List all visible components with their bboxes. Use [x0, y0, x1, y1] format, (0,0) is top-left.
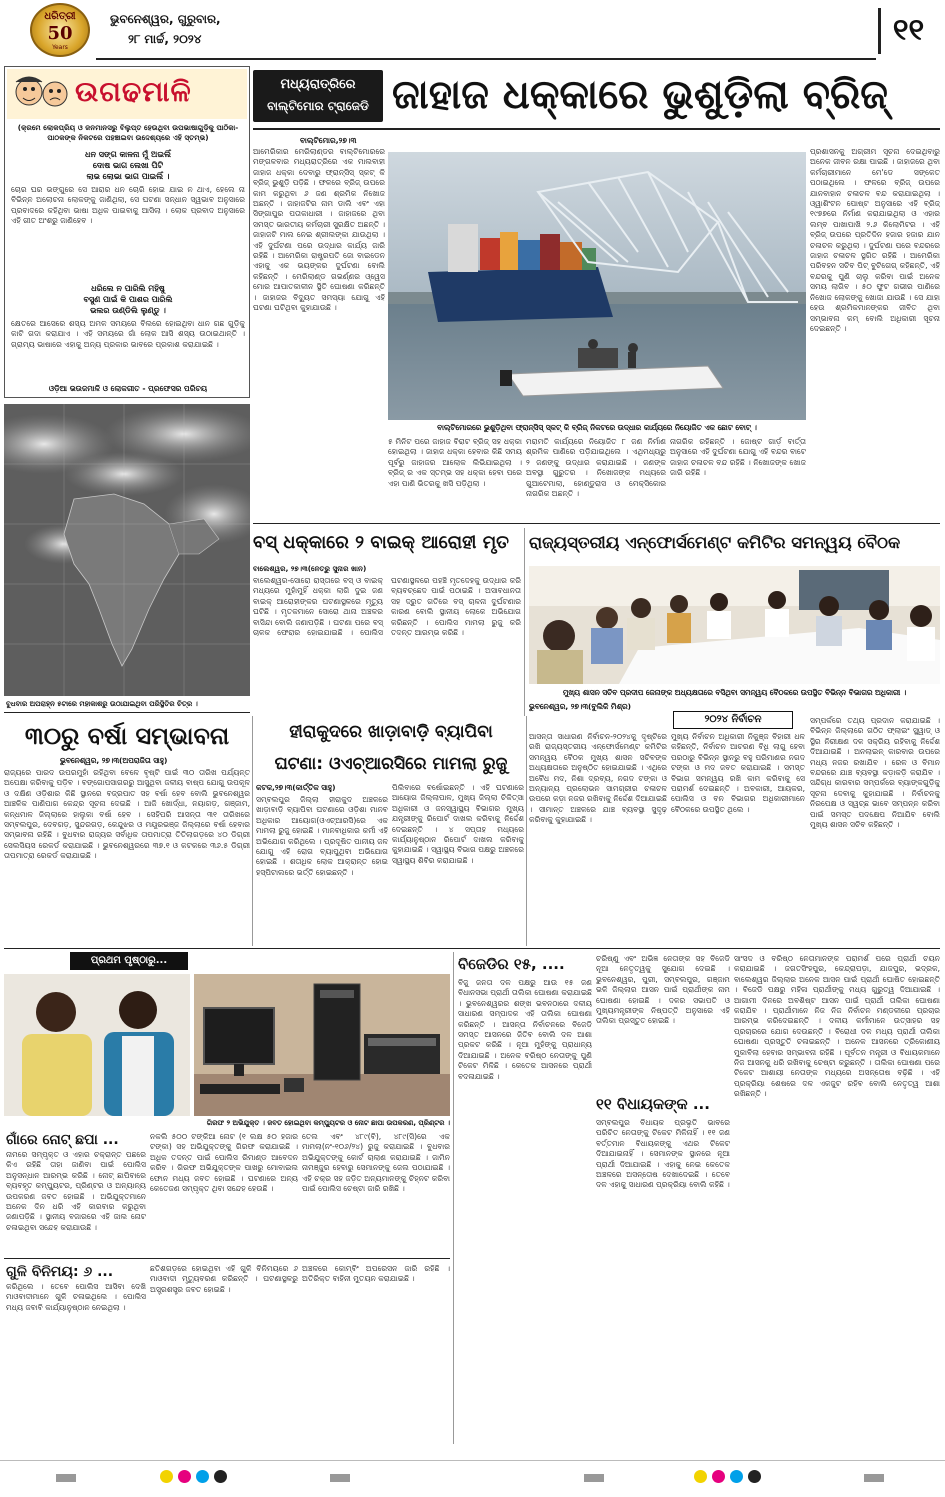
ugadhamali-subtitle: (କ୍ରମେ ଲୋକପ୍ରିୟ ଓ ଜନମାନସରୁ ବିଲୁପ୍ତ ହେଉଥିବା ଉପଭାଷାଗୁଡ଼ିକୁ ପାଠିକା-ପାଠକଙ୍କ ନିକଟରେ ପହଞ୍ଚାଇବା ଉଦ୍ଦେଶ୍ୟରେ ଏହି ସ୍ତମ୍ଭ): [17, 123, 239, 142]
bridge-collapse-graphic: [388, 152, 806, 420]
lead-body-under-2: ମରାମତି କାର୍ଯ୍ୟରେ ନିୟୋଜିତ ୮ ଜଣ ନିର୍ମାଣ ଶ୍ରମିକ ପାଣିରେ ପଡ଼ିଯାଇଥିଲେ । ଏଥିମଧ୍ୟରୁ ୨ ଜଣଙ୍କୁ ଉଦ୍ଧାର କରାଯାଇଛି । ଜଣଙ୍କ ଅବସ୍ଥା ଗୁରୁତର । ନିଖୋଜଙ୍କ ମଧ୍ୟରେ ଗୁଆଟେମାଲା, ହୋଣ୍ଡୁରାସ ଓ ମେକ୍ସିକୋର ନାଗରିକ ଅଛନ୍ତି ।: [526, 437, 666, 499]
lead-body-right: ପ୍ରଶାସନକୁ ଅଗ୍ରୀମ ସୂଚନା ଦେଇଥିବାରୁ ଅନେକ ଜୀବନ ରକ୍ଷା ପାଇଛି । ଜାହାଜରେ ଥିବା କର୍ମଚାରୀମାନେ ମେ'ଡେ ସଙ୍କେତ ପଠାଇଥିଲେ । ଫଳରେ ବ୍ରିଜ୍ ଉପରେ ଯାନବାହାନ ଚଳାଚଳ ବନ୍ଦ କରାଯାଇଥିଲା । ଓ୍ୱାଶିଂଟନ ପୋଷ୍ଟ ଅନୁସାରେ ଏହି ବ୍ରିଜ୍ ୧୯୭୭ରେ ନିର୍ମାଣ କରାଯାଇଥିଲା ଓ ଏହାର ଲମ୍ବ ପାଖାପାଖି ୨.୬ କିଲୋମିଟର । ଏହି ବ୍ରିଜ୍ ଉପରେ ପ୍ରତିଦିନ ହଜାର ହଜାର ଯାନ ଚଳାଚଳ କରୁଥିଲା । ଦୁର୍ଘଟଣା ପରେ ବନ୍ଦରରେ ଜାହାଜ ଚଳାଚଳ ସ୍ଥଗିତ ରହିଛି । ଆମେରିକା ପରିବହନ ସଚିବ ପିଟ୍ ବୁଟିଗେଗ୍ କହିଛନ୍ତି, ଏହି ବନ୍ଦରକୁ ପୁଣି ଚାଲୁ କରିବା ପାଇଁ ଅନେକ ସମୟ ଲାଗିବ । ୫୦ ଫୁଟ ଗଭୀର ପାଣିରେ ନିଖୋଜ ଲୋକଙ୍କୁ ଖୋଜା ଯାଉଛି । ସେ ଯାହା ହେଉ ଶ୍ରମିକମାନଙ୍କର ଜୀବିତ ଥିବା ସମ୍ଭାବନା କମ୍ ବୋଲି ଅଧିକାରୀ ସୂଚନା ଦେଇଛନ୍ତି ।: [810, 147, 940, 333]
gunfight-col3: ଅଞ୍ଚଳରେ କୋମ୍ବିଂ ଅପରେସନ ଜାରି ରହିଛି । ଅତିରିକ୍ତ ବାହିନୀ ମୁତୟନ କରାଯାଇଛି ।: [302, 1264, 450, 1284]
page-footer: [0, 1452, 945, 1497]
verse-line: ଧନ ସଙ୍ଗ କାଳନା ମୁଁ ଅଇଲିଁ: [85, 150, 171, 159]
bus-body: ବାଲେଶ୍ୱର-ସୋରୋ ରାସ୍ତାରେ ବସ୍ ଓ ବାଇକ୍ ମଧ୍ୟରେ ମୁହାଁମୁହିଁ ଧକ୍କା ଲାଗି ଦୁଇ ଜଣ ବାଇକ୍ ଆରୋହୀଙ୍କର ଘଟଣାସ୍ଥଳରେ ମୃତ୍ୟୁ ଘଟିଛି । ମୃତକମାନେ ସୋରୋ ଥାନା ଅଞ୍ଚଳର ବାସିନ୍ଦା ବୋଲି ଜଣାପଡ଼ିଛି । ଘଟଣା ପରେ ବସ୍ ଚାଳକ ଫେରାର ହୋଇଯାଇଛି । ପୋଲିସ ଘଟଣାସ୍ଥଳରେ ପହଞ୍ଚି ମୃତଦେହକୁ ଉଦ୍ଧାର କରି ବ୍ୟବଚ୍ଛେଦ ପାଇଁ ପଠାଇଛି । ଅସାବଧାନତା ସହ ଦ୍ରୁତ ଗତିରେ ବସ୍ ଚାଳନା ଦୁର୍ଘଟଣାର କାରଣ ବୋଲି ସ୍ଥାନୀୟ ଲୋକେ ଅଭିଯୋଗ କରିଛନ୍ତି । ପୋଲିସ ମାମଲା ରୁଜୁ କରି ତଦନ୍ତ ଆରମ୍ଭ କରିଛି ।: [253, 576, 521, 638]
lead-underline: [253, 128, 940, 130]
satellite-image: [4, 404, 250, 696]
verse-2: [11, 283, 245, 316]
footer-rule: [0, 1460, 945, 1461]
bjd-title: ବିଜେଡିର ୧୫, ....: [458, 955, 565, 973]
front-page-label-text: ପ୍ରଥମ ପୃଷ୍ଠାରୁ...: [90, 955, 168, 966]
election-badge: [673, 711, 793, 729]
verse-line: ଲାଭ ଲୋଭା ଭାଗ ପାଇଲିଁ ।: [86, 172, 170, 181]
verse-1: [11, 149, 245, 182]
meeting-photo-caption: ମୁଖ୍ୟ ଶାସନ ସଚିବ ପ୍ରଦୀପ ଜେନାଙ୍କ ଅଧ୍ୟକ୍ଷତାରେ ବସିଥିବା ସମନ୍ୱୟ ବୈଠକରେ ଉପସ୍ଥିତ ବିଭିନ୍ନ ବିଭାଗର ଅଧିକାରୀ ।: [562, 688, 907, 697]
note-story-rule: [4, 1258, 450, 1259]
meeting-body-col1: ଆସନ୍ତା ସାଧାରଣ ନିର୍ବାଚନ-୨୦୨୪କୁ ଦୃଷ୍ଟିରେ ରଖି ରାଜ୍ୟସ୍ତରୀୟ ଏନ୍‌ଫୋର୍ସମେଣ୍ଟ କମିଟିର ସମନ୍ୱୟ ବୈଠକ ମୁଖ୍ୟ ଶାସନ ସଚିବଙ୍କ ଅଧ୍ୟକ୍ଷତାରେ ଅନୁଷ୍ଠିତ ହୋଇଯାଇଛି । ଏଥିରେ ଅବୈଧ ମଦ, ନିଶା ଦ୍ରବ୍ୟ, ନଗଦ ଟଙ୍କା ଓ ଅନ୍ୟାନ୍ୟ ପ୍ରଲୋଭନ ସାମଗ୍ରୀର ଚଳାଚଳ ଉପରେ କଡ଼ା ନଜର ରଖିବାକୁ ନିର୍ଦ୍ଦେଶ ଦିଆଯାଇଛି । ସୀମାନ୍ତ ଅଞ୍ଚଳରେ ଯାଞ୍ଚ ବ୍ୟବସ୍ଥା ସୁଦୃଢ଼ କରିବାକୁ କୁହାଯାଇଛି ।: [529, 732, 667, 825]
front-page-label: [70, 952, 188, 970]
lead-body-under-3: ନାଗରିକ ରହିଛନ୍ତି । ଜୋଷ୍ଟ ଗାର୍ଡ଼ ବାର୍ତ୍ତା ଅନୁସାରେ ଏହି ଦୁର୍ଘଟଣା ଯୋଗୁ ଏହି ବନ୍ଦର ବାଟେ ଜାହାଜ ଚଳାଚଳ ବନ୍ଦ ରହିଛି । ନିଖୋଜଙ୍କ ଖୋଜ ଜାରି ରହିଛି ।: [670, 437, 806, 478]
seized-equipment-graphic: [194, 974, 450, 1116]
reg-dot-magenta: [178, 1470, 191, 1483]
ugadhamali-title: ଉଗଢମାଳି: [75, 75, 192, 108]
ugadhamali-body-1: ଚୋର ଘର ଭଙ୍ଗୁରେ ସେ ଆରାର ଧନ ଚୋରି ହୋଇ ଯାଇ ନ ଥାଏ, ହେଲେ ନା ବିଭିନ୍ନ ଅଲୋଚନା ଲୋକଙ୍କୁ ଜାଣିଥିଲା, ସେ ଘଟଣା ସନ୍ଧାନ ସ୍ୱଭାବ ଅନୁସାରେ ପ୍ରବାଦରେ କହିଥିବା ଭାଷା ଅଧିକ ପାଇବାକୁ ଆସିଲା । ଲୋକ ପ୍ରବାଦ ଅନୁସାରେ ଏହି ଗୀତ ଅଂଶରୁ ଜାଣିହେବ ।: [11, 185, 245, 226]
logo-text: ଧରିତ୍ରୀ: [44, 11, 76, 22]
note-story-col3: ତେଲ ଏବଂ ୪୮୯(ବି), ୪୮୯(ସି)ରେ ଏକ ମାମଲା(ନଂ-୧୦୬/୨୪) ରୁଜୁ କରାଯାଇଛି । ବୁଧବାର ଅଭିଯୁକ୍ତଙ୍କୁ କୋର୍ଟ ଚାଲାଣ କରାଯାଇଛି । ଜାମିନ ନାମଞ୍ଜୁର ହେବାରୁ ସେମାନଙ୍କୁ ଜେଲ ପଠାଯାଇଛି । ଏହି ଚକ୍ର ସହ ଜଡ଼ିତ ଅନ୍ୟମାନଙ୍କୁ ଚିହ୍ନଟ କରିବା ପାଇଁ ପୋଲିସ ଚେଷ୍ଟା ଜାରି ରଖିଛି ।: [302, 1132, 450, 1194]
reg-dot-yellow: [160, 1470, 173, 1483]
meeting-bottom-rule: [4, 948, 940, 949]
meeting-headline: ରାଜ୍ୟସ୍ତରୀୟ ଏନ୍‌ଫୋର୍ସମେଣ୍ଟ କମିଟିର ସମନ୍ୱୟ ବୈଠକ: [529, 533, 901, 552]
reg-bar-3: [584, 1474, 604, 1482]
reg-dot-black: [214, 1470, 227, 1483]
reg-bar-2: [330, 1474, 350, 1482]
verse-line: ବସୁଣ ପାଇଁ କି ପାଶର ପାରିଲି: [83, 295, 173, 304]
hirakud-headline-2: ଘଟଣା: ଓଏଚ୍‌ଆରସିରେ ମାମଲା ରୁଜୁ: [274, 754, 508, 774]
place-day: ଭୁବନେଶ୍ୱର, ଗୁରୁବାର,: [110, 12, 221, 26]
hirakud-body-col1: ସମ୍ବଲପୁର ଜିଲ୍ଲା ହୀରାକୁଦ ଅଞ୍ଚଳରେ ଖାଡ଼ାବାଡ଼ି ବ୍ୟାପିବା ଘଟଣାରେ ଓଡ଼ିଶା ମାନବ ଅଧିକାର ଆୟୋଗ(ଓଏଚ୍‌ଆରସି)ରେ ଏକ ମାମଲା ରୁଜୁ ହୋଇଛି । ମାନବାଧିକାର କର୍ମୀ ଏହି ଅଭିଯୋଗ କରିଥିଲେ । ପ୍ରଦୂଷିତ ପାନୀୟ ଜଳ ଯୋଗୁ ଏହି ରୋଗ ବ୍ୟାପୁଥିବା ଅଭିଯୋଗ ହୋଇଛି । ଶତାଧିକ ଲୋକ ଆକ୍ରାନ୍ତ ହୋଇ ହସ୍ପିଟାଲରେ ଭର୍ତ୍ତି ହୋଇଛନ୍ତି ।: [256, 795, 388, 877]
hirakud-dateline: କଟକ,୨୭।୩(କାର୍ତ୍ତିକ ସାହୁ): [256, 783, 336, 792]
gunfight-title: ଗୁଳି ବିନିମୟ: ୬ ...: [6, 1264, 114, 1280]
bjd-col2: ଚରିଷ୍ଣୁ ଏବଂ ଅଭିଜ୍ଞ ନେତାଙ୍କ ସହ ବିଜେଡି ନୂଆ ନେତୃତ୍ୱକୁ ସୁଯୋଗ ଦେଇଛି । ଭୁବନେଶ୍ୱର, ପୁରୀ, ସମ୍ବଲପୁର, ଗଞ୍ଜାମ ଭଳି ଜିଲ୍ଲାର ଆସନ ପାଇଁ ପ୍ରାର୍ଥୀଙ୍କ ନାମ ଘୋଷଣା ହୋଇଛି । ଦଳର ସଭାପତି ଓ ମୁଖ୍ୟମନ୍ତ୍ରୀଙ୍କ ନିଷ୍ପତ୍ତି ଅନୁସାରେ ଏହି ତାଲିକା ପ୍ରସ୍ତୁତ ହୋଇଛି ।: [596, 954, 730, 1026]
reg-bar-1: [56, 1474, 76, 1482]
masthead: [0, 0, 945, 62]
ugadhamali-masthead: [7, 69, 247, 119]
satellite-caption: ବୁଧବାର ଅପରାହ୍ନ ୫ଟାରେ ମହାକାଶରୁ ଉଠାଯାଇଥିବା ପରିସ୍ଥିତିର ଚିତ୍ର ।: [6, 700, 198, 708]
election-badge-label: ୨୦୨୪ ନିର୍ବାଚନ: [704, 714, 762, 725]
lead-headline: ଜାହାଜ ଧକ୍କାରେ ଭୁଶୁଡ଼ିଲା ବ୍ରିଜ୍: [392, 72, 888, 118]
front-page-photo-caption: ଗିରଫ ୨ ଅଭିଯୁକ୍ତ । ଜବତ ହୋଇଥିବା କମ୍ପ୍ୟୁଟର ଓ ନୋଟ ଛାପା ଉପକରଣ, ପ୍ରିଣ୍ଟର ।: [206, 1119, 450, 1127]
verse-line: ଭଲର ଉଣ୍ଡିଲି ଲୁଣ୍ଡୁ ।: [90, 306, 166, 315]
issue-date: ୨୮ ମାର୍ଚ୍ଚ, ୨୦୨୪: [128, 32, 202, 46]
lead-kicker: [253, 70, 383, 122]
accused-photo: [4, 974, 190, 1116]
seized-equipment-photo: [194, 974, 450, 1116]
reg-dot-black: [748, 1470, 761, 1483]
cartoon-faces-icon: [11, 72, 71, 116]
reg-dot-cyan: [730, 1470, 743, 1483]
bjd-right-col: ସାଂସଦ ଓ ବରିଷ୍ଠ ନେତାମାନଙ୍କ ପରାମର୍ଶ ପରେ ପ୍ରାର୍ଥୀ ଚୟନ କରାଯାଇଛି । ଜଗତସିଂହପୁର, କେନ୍ଦ୍ରାପଡ଼ା, ଯାଜପୁର, ଭଦ୍ରକ, ବାଲେଶ୍ୱର ଜିଲ୍ଲାର ଅନେକ ଆସନ ପାଇଁ ପ୍ରାର୍ଥୀ ଘୋଷିତ ହୋଇଛନ୍ତି । ବିଜେଡି ପକ୍ଷରୁ ମହିଳା ପ୍ରାର୍ଥୀଙ୍କୁ ମଧ୍ୟ ଗୁରୁତ୍ୱ ଦିଆଯାଇଛି । ଆଗାମୀ ଦିନରେ ଅବଶିଷ୍ଟ ଆସନ ପାଇଁ ପ୍ରାର୍ଥୀ ତାଲିକା ଘୋଷଣା କରାଯିବ । ପ୍ରାର୍ଥୀମାନେ ନିଜ ନିଜ ନିର୍ବାଚନ ମଣ୍ଡଳୀରେ ପ୍ରଚାର ଆରମ୍ଭ କରିଦେଇଛନ୍ତି । ଦଳୀୟ କର୍ମୀମାନେ ଉତ୍ସାହର ସହ ପ୍ରଚାରରେ ଯୋଗ ଦେଉଛନ୍ତି । ବିରୋଧୀ ଦଳ ମଧ୍ୟ ପ୍ରାର୍ଥୀ ତାଲିକା ଘୋଷଣା ପ୍ରସ୍ତୁତି ଚଳାଇଛନ୍ତି । ଅନେକ ଆସନରେ ତ୍ରିକୋଣୀୟ ମୁକାବିଲା ହେବାର ସମ୍ଭାବନା ରହିଛି । ପୂର୍ବତନ ମନ୍ତ୍ରୀ ଓ ବିଧାୟକମାନେ ନିଜ ଆସନକୁ ଧରି ରଖିବାକୁ ଚେଷ୍ଟା କରୁଛନ୍ତି । ତାଲିକା ଘୋଷଣା ପରେ ଟିକେଟ ଆଶାୟୀ ନେତାଙ୍କ ମଧ୍ୟରେ ଅସନ୍ତୋଷ ବଢ଼ିଛି । ଏହି ପ୍ରକ୍ରିୟା ଶେଷରେ ଦଳ ଏକଜୁଟ ରହିବ ବୋଲି ନେତୃତ୍ୱ ଆଶା ରଖିଛନ୍ତି ।: [734, 954, 940, 1099]
logo: [30, 3, 90, 57]
rain-divider: [252, 716, 253, 946]
ugadhamali-column: [4, 66, 250, 398]
meeting-body-col2: ମୁଖ୍ୟ ନିର୍ବାଚନ ଅଧିକାରୀ ନିକୁଞ୍ଜ ବିହାରୀ ଧଳ କହିଛନ୍ତି, ନିର୍ବାଚନ ଆଚରଣ ବିଧି ଲାଗୁ ହେବା ପରଠାରୁ ବିଭିନ୍ନ ସ୍ଥାନରୁ ବହୁ ପରିମାଣର ନଗଦ ଟଙ୍କା ଓ ମଦ ଜବତ କରାଯାଇଛି । ସମସ୍ତ ବିଭାଗ ସମନ୍ୱୟ ରଖି କାମ କରିବାକୁ ସେ ପରାମର୍ଶ ଦେଇଛନ୍ତି । ଅବକାରୀ, ଆୟକର, ପୋଲିସ ଓ ବନ ବିଭାଗର ଅଧିକାରୀମାନେ ବୈଠକରେ ଉପସ୍ଥିତ ଥିଲେ ।: [671, 732, 805, 814]
reg-dot-yellow: [694, 1470, 707, 1483]
hirakud-headline-1: ହୀରାକୁଦରେ ଖାଡ଼ାବାଡ଼ି ବ୍ୟାପିବା: [289, 722, 493, 742]
rain-dateline: ଭୁବନେଶ୍ୱର, ୨୭।୩(ଅପରାଜିତା ସାହୁ): [60, 756, 168, 765]
meeting-dateline: ଭୁବନେଶ୍ୱର, ୨୭।୩(ବୁଲିକି ମିଶ୍ର): [529, 702, 631, 711]
accused-graphic: [4, 974, 190, 1116]
gunfight-col2: ଛତିଶଗଡ଼ରେ ହୋଇଥିବା ଏହି ଗୁଳି ବିନିମୟରେ ୬ ମାଓବାଦୀ ମୃତ୍ୟୁବରଣ କରିଛନ୍ତି । ଘଟଣାସ୍ଥଳରୁ ଅସ୍ତ୍ରଶସ୍ତ୍ର ଜବତ ହୋଇଛି ।: [150, 1264, 298, 1294]
bridge-photo-caption: ବାଲ୍ଟିମୋରରେ ଭୁଶୁଡ଼ିଥିବା ଫ୍ରାନ୍ସିସ୍ ସ୍କଟ୍ କି ବ୍ରିଜ୍ ନିକଟରେ ଉଦ୍ଧାର କାର୍ଯ୍ୟରେ ନିୟୋଜିତ ଏକ ଛୋଟ ବୋଟ୍ ।: [437, 423, 757, 432]
page-number-box: [878, 8, 936, 54]
ugadhamali-body-2: କ୍ଷେତରେ ଆସେରେ ଶସ୍ୟ ଅମଳ ସମୟରେ ବିଲରେ ହୋଇଥିବା ଧାନ ଗଛ ଗୁଡ଼ିକୁ କାଟି ଗଦା କରାଯାଏ । ଏହି ସମୟରେ ଗାଁ ଲୋକ ଆସି ଶସ୍ୟ ଉଠାଇଥାନ୍ତି । ଗ୍ରାମ୍ୟ ଭାଷାରେ ଏହାକୁ ଅନ୍ୟ ପ୍ରକାର ଭାବରେ ପ୍ରକାଶ କରାଯାଇଛି ।: [11, 319, 245, 349]
lead-bottom-rule: [253, 523, 940, 524]
bridge-photo: [388, 152, 806, 420]
bus-divider: [524, 528, 525, 716]
kicker-line-2: ବାଲ୍ଟିମୋର ଟ୍ରାଜେଡି: [267, 99, 369, 113]
rain-headline: ୩୦ରୁ ବର୍ଷା ସମ୍ଭାବନା: [24, 722, 230, 750]
logo-years: 50: [47, 23, 73, 44]
eleven-mla-title: ୧୧ ବିଧାୟକଙ୍କ ...: [596, 1095, 710, 1113]
ugadhamali-footer: ଓଡ଼ିଆ ଭଉଜମାଳି ଓ ଲୋକଗୀତ - ପ୍ରଫେସର ପରିଚୟ: [48, 384, 208, 393]
verse-line: ଦୋଷ ଭାଗ ଲେଖା ପିଟି: [92, 161, 164, 170]
kicker-line-1: ମଧ୍ୟରାତ୍ରିରେ: [280, 77, 356, 92]
page-number: ୧୧: [892, 13, 925, 48]
note-story-col1: ନାମରେ ସମ୍ପୃକ୍ତ ଓ ଏହାର ଚକ୍ରାନ୍ତ ପଛରେ କିଏ ରହିଛି ତାହା ଜାଣିବା ପାଇଁ ପୋଲିସ ଅନୁସନ୍ଧାନ ଆରମ୍ଭ କରିଛି । ନୋଟ୍ ଛାପିବାରେ ବ୍ୟବହୃତ କମ୍ପ୍ୟୁଟର, ପ୍ରିଣ୍ଟର ଓ ଅନ୍ୟାନ୍ୟ ଉପକରଣ ଜବତ ହୋଇଛି । ଅଭିଯୁକ୍ତମାନେ ଅନେକ ଦିନ ଧରି ଏହି କାରବାର କରୁଥିବା ଜଣାପଡ଼ିଛି । ସ୍ଥାନୀୟ ବଜାରରେ ଏହି ଜାଲ ନୋଟ ଚଳାଇଥିବା ସନ୍ଦେହ କରାଯାଉଛି ।: [6, 1150, 146, 1232]
satellite-map-graphic: [4, 404, 250, 696]
gunfight-col1: କରିଥିଲେ । ତେବେ ପୋଲିସ ଆସିବା ଦେଖି ମାଓବାଦୀମାନେ ଗୁଳି ଚଳାଇଥିଲେ । ପୋଲିସ ମଧ୍ୟ ଜବାବି କାର୍ଯ୍ୟାନୁଷ୍ଠାନ ନେଇଥିଲା ।: [6, 1282, 146, 1312]
verse-line: ଧରିଲେ ନ ପାରିଲି ମହିଷୁ: [91, 284, 165, 293]
lead-body-under-1: ୫ ମିନିଟ ପରେ ଜାହାଜ ବିରାଟ ବ୍ରିଜ୍ ସହ ଧକ୍କା ହୋଇଥିଲା । ଜାହାଜ ଧକ୍କା ହେବାର କିଛି ସମୟ ପୂର୍ବରୁ ଜାହାଜର ଆଲୋକ ଲିଭିଯାଇଥିଲା । ବ୍ରିଜ୍ ର ଏକ ସ୍ତମ୍ଭ ସହ ଧକ୍କା ହେବା ପରେ ଏହା ପାଣି ଭିତରକୁ ଖସି ପଡ଼ିଥିଲା ।: [388, 437, 522, 488]
reg-dot-magenta: [712, 1470, 725, 1483]
meeting-graphic: [529, 566, 940, 684]
rain-top-rule: [4, 712, 250, 713]
bus-dateline: ବାଲେଶ୍ୱର, ୨୭।୩(ନେତ୍ରୁ ସୁନାର ଖାନ): [253, 564, 367, 573]
header-line: [96, 58, 876, 60]
eleven-mla-body: ସମ୍ବଲପୁର ବିଧାୟକ ପ୍ରଭୃତି ଭାବରେ ପରିଚିତ ନେତାଙ୍କୁ ଟିକେଟ ମିଳିନାହିଁ । ୧୧ ଜଣ ବର୍ତ୍ତମାନ ବିଧାୟକଙ୍କୁ ଏଥର ଟିକେଟ ଦିଆଯାଇନାହିଁ । ସେମାନଙ୍କ ସ୍ଥାନରେ ନୂଆ ପ୍ରାର୍ଥୀ ଦିଆଯାଇଛି । ଏହାକୁ ନେଇ କେତେକ ଅଞ୍ଚଳରେ ଅସନ୍ତୋଷ ଦେଖାଦେଇଛି । ତେବେ ଦଳ ଏହାକୁ ସାଧାରଣ ପ୍ରକ୍ରିୟା ବୋଲି କହିଛି ।: [596, 1118, 730, 1190]
meeting-body-col3: ସମ୍ପର୍କରେ ତଥ୍ୟ ପ୍ରଦାନ କରାଯାଇଛି । ବିଭିନ୍ନ ଜିଲ୍ଲାରେ ଗଠିତ ଫ୍ଲାଇଂ ସ୍କ୍ୱାଡ୍ ଓ ସ୍ଥିର ନିରୀକ୍ଷଣ ଦଳ ସକ୍ରିୟ ରହିବାକୁ ନିର୍ଦ୍ଦେଶ ଦିଆଯାଇଛି । ଅନଲାଇନ୍ କାରବାର ଉପରେ ମଧ୍ୟ ନଜର ରଖାଯିବ । ରେଳ ଓ ବିମାନ ବନ୍ଦରରେ ଯାଞ୍ଚ ବ୍ୟବସ୍ଥା କଡ଼ାକଡ଼ି କରାଯିବ । ସନ୍ଦିଗ୍ଧ କାରବାର ସମ୍ପର୍କରେ ବ୍ୟାଙ୍କଗୁଡ଼ିକୁ ସୂଚନା ଦେବାକୁ କୁହାଯାଇଛି । ନିର୍ବାଚନକୁ ନିରପେକ୍ଷ ଓ ସ୍ୱଚ୍ଛ ଭାବେ ସମ୍ପନ୍ନ କରିବା ପାଇଁ ସମସ୍ତ ପଦକ୍ଷେପ ନିଆଯିବ ବୋଲି ମୁଖ୍ୟ ଶାସନ ସଚିବ କହିଛନ୍ତି ।: [810, 716, 940, 830]
hirakud-divider: [526, 716, 527, 946]
lead-body-col1: ଆମେରିକାର ମେରିଲାଣ୍ଡର ବାଲ୍ଟିମୋରରେ ମଙ୍ଗଳବାର ମଧ୍ୟରାତ୍ରିରେ ଏକ ମାଲବାହୀ ଜାହାଜ ଧକ୍କା ଦେବାରୁ ଫ୍ରାନ୍ସିସ୍ ସ୍କଟ୍ କି ବ୍ରିଜ୍ ଭୁଶୁଡ଼ି ପଡ଼ିଛି । ଫଳରେ ବ୍ରିଜ୍ ଉପରେ କାମ କରୁଥିବା ୬ ଜଣ ଶ୍ରମିକ ନିଖୋଜ ଅଛନ୍ତି । ଜାହାଜଟିର ନାମ ଡାଲି ଏବଂ ଏହା ସିଙ୍ଗାପୁର ପତାକାଧାରୀ । ଜାହାଜରେ ଥିବା ସମସ୍ତ ଭାରତୀୟ କର୍ମଚାରୀ ସୁରକ୍ଷିତ ଅଛନ୍ତି । ଜାହାଜଟି ମାଲ ନେଇ ଶ୍ରୀଲଙ୍କା ଯାଉଥିଲା । ଏହି ଦୁର୍ଘଟଣା ପରେ ଉଦ୍ଧାର କାର୍ଯ୍ୟ ଜାରି ରହିଛି । ଆମେରିକା ରାଷ୍ଟ୍ରପତି ଜୋ ବାଇଡେନ ଏହାକୁ ଏକ ଭୟଙ୍କର ଦୁର୍ଘଟଣା ବୋଲି କହିଛନ୍ତି । ମେରିଲାଣ୍ଡ ଗଭର୍ଣ୍ଣର ଓ୍ୱେସ ମୋର ଆପାତକାଳୀନ ସ୍ଥିତି ଘୋଷଣା କରିଛନ୍ତି । ଜାହାଜର ବିଦ୍ୟୁତ ସମସ୍ୟା ଯୋଗୁ ଏହି ଘଟଣା ଘଟିଥିବା କୁହାଯାଉଛି ।: [253, 147, 385, 313]
note-story-title: ଗାଁରେ ନୋଟ୍ ଛପା ...: [6, 1132, 119, 1148]
bus-headline: ବସ୍ ଧକ୍କାରେ ୨ ବାଇକ୍ ଆରୋହୀ ମୃତ: [253, 532, 509, 553]
reg-bar-4: [864, 1474, 884, 1482]
lead-dateline: ବାଲ୍ଟିମୋର,୨୭।୩: [300, 136, 357, 145]
meeting-photo: [529, 566, 940, 684]
rain-body: ରାଜ୍ୟରେ ପାରଦ ଉପରମୁହାଁ ରହିଥିବା ବେଳେ ବୃଷ୍ଟି ପାଇଁ ୩୦ ତାରିଖ ପର୍ଯ୍ୟନ୍ତ ଅପେକ୍ଷା କରିବାକୁ ପଡ଼ିବ । ବଙ୍ଗୋପସାଗରରୁ ଆସୁଥିବା ଜଳୀୟ ବାଷ୍ପ ଯୋଗୁ ଉପକୂଳ ଓ ଦକ୍ଷିଣ ଓଡ଼ିଶାର କିଛି ସ୍ଥାନରେ ବଜ୍ରପାତ ସହ ବର୍ଷା ହେବ ବୋଲି ଭୁବନେଶ୍ୱର ଆଞ୍ଚଳିକ ପାଣିପାଗ କେନ୍ଦ୍ର ସୂଚନା ଦେଇଛି । ଆଜି ଖୋର୍ଦ୍ଧା, ନୟାଗଡ଼, ଗଞ୍ଜାମ, କନ୍ଧମାଳ ଜିଲ୍ଲାରେ ହାଲୁକା ବର୍ଷା ହେବ । ସେହିପରି ଆସନ୍ତା ୩୧ ତାରିଖରେ ସମ୍ବଲପୁର, ଦେବଗଡ଼, ସୁନ୍ଦରଗଡ଼, କେନ୍ଦୁଝର ଓ ମୟୂରଭଞ୍ଜ ଜିଲ୍ଲାରେ ବର୍ଷା ହେବାର ସମ୍ଭାବନା ରହିଛି । ବୁଧବାର ରାଜ୍ୟର ସର୍ବାଧିକ ତାପମାତ୍ରା ତିତିଲାଗଡ଼ରେ ୪୦ ଡିଗ୍ରୀ ସେଲସିୟସ ରେକର୍ଡ କରାଯାଇଛି । ଭୁବନେଶ୍ୱରରେ ୩୭.୧ ଓ କଟକରେ ୩୬.୫ ଡିଗ୍ରୀ ତାପମାତ୍ରା ରେକର୍ଡ କରାଯାଇଛି ।: [4, 768, 250, 861]
front-page-divider: [453, 952, 454, 1444]
logo-years-sub: Years: [52, 44, 68, 51]
reg-dot-cyan: [196, 1470, 209, 1483]
note-story-col2: ନକଲି ୫୦୦ ଟଙ୍କିଆ ନୋଟ (୧ ଲକ୍ଷ ୫୦ ହଜାର ଟଙ୍କା) ସହ ଅଭିଯୁକ୍ତଙ୍କୁ ଗିରଫ କରାଯାଇଛି । ଅଧିକ ତଦନ୍ତ ପାଇଁ ପୋଲିସ ରିମାଣ୍ଡ ଆବେଦନ କରିବ । ଗିରଫ ଅଭିଯୁକ୍ତଙ୍କ ପାଖରୁ ମୋବାଇଲ ଫୋନ ମଧ୍ୟ ଜବତ ହୋଇଛି । ଘଟଣାରେ ଅନ୍ୟ କେତେଜଣ ସମ୍ପୃକ୍ତ ଥିବା ସନ୍ଦେହ ହେଉଛି ।: [150, 1132, 298, 1194]
hirakud-body-col2: ପିଲିବାରେ ବର୍ଷୋଇଛନ୍ତି । ଏହି ଘଟଣାରେ ଆୟୋଗ ଜିଲ୍ଲାପାଳ, ମୁଖ୍ୟ ଜିଲ୍ଲା ଚିକିତ୍ସା ଅଧିକାରୀ ଓ ଜନସ୍ୱାସ୍ଥ୍ୟ ବିଭାଗର ମୁଖ୍ୟ ଯନ୍ତ୍ରୀଙ୍କୁ ରିପୋର୍ଟ ଦାଖଲ କରିବାକୁ ନିର୍ଦ୍ଦେଶ ଦେଇଛନ୍ତି । ୪ ସପ୍ତାହ ମଧ୍ୟରେ କାର୍ଯ୍ୟାନୁଷ୍ଠାନ ରିପୋର୍ଟ ଦାଖଲ କରିବାକୁ କୁହାଯାଇଛି । ସ୍ୱାସ୍ଥ୍ୟ ବିଭାଗ ପକ୍ଷରୁ ଅଞ୍ଚଳରେ ସ୍ୱାସ୍ଥ୍ୟ ଶିବିର କରାଯାଇଛି ।: [392, 783, 524, 865]
bjd-col1: ବିଜୁ ଜନତା ଦଳ ପକ୍ଷରୁ ଆଉ ୧୫ ଜଣ ବିଧାନସଭା ପ୍ରାର୍ଥୀ ତାଲିକା ଘୋଷଣା କରାଯାଇଛି । ଭୁବନେଶ୍ୱରର ଶଙ୍ଖ ଭବନଠାରେ ଦଳୀୟ ସାଧାରଣ ସମ୍ପାଦକ ଏହି ତାଲିକା ଘୋଷଣା କରିଛନ୍ତି । ଆସନ୍ତା ନିର୍ବାଚନରେ ବିଜେଡି ସମସ୍ତ ଆସନରେ ଜିତିବ ବୋଲି ଦଳ ଆଶା ପ୍ରକଟ କରିଛି । ନୂଆ ମୁହଁଙ୍କୁ ପ୍ରାଧାନ୍ୟ ଦିଆଯାଇଛି । ଅନେକ ବରିଷ୍ଠ ନେତାଙ୍କୁ ପୁଣି ଟିକେଟ ମିଳିଛି । କେତେକ ଆସନରେ ପ୍ରାର୍ଥୀ ବଦଳାଯାଇଛି ।: [458, 978, 592, 1081]
